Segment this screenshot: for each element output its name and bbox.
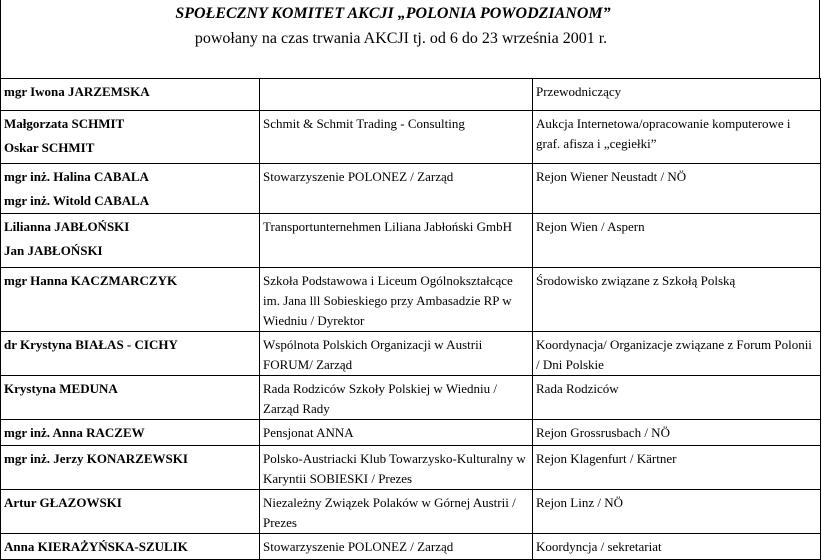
member-names-cell xyxy=(1,534,260,560)
member-names-cell xyxy=(1,164,260,214)
member-name: Artur GŁAZOWSKI xyxy=(4,495,122,510)
frame-right-border xyxy=(819,0,820,78)
table-row xyxy=(1,490,821,534)
member-name: mgr inż. Anna RACZEW xyxy=(4,425,145,440)
role-cell: Aukcja Internetowa/opracowanie komputerowe i graf. afisza i „cegiełki” xyxy=(533,111,821,164)
committee-table xyxy=(0,78,821,560)
member-names-cell xyxy=(1,376,260,420)
role-cell: Rejon Linz / NÖ xyxy=(533,490,821,534)
member-name: mgr inż. Witold CABALA xyxy=(4,193,150,208)
table-row xyxy=(1,534,821,560)
member-names-cell xyxy=(1,446,260,490)
member-name: Małgorzata SCHMIT xyxy=(4,116,125,131)
organization-cell: Polsko-Austriacki Klub Towarzysko-Kulturalny w Karyntii SOBIESKI / Prezes xyxy=(260,446,533,490)
organization-cell: Schmit & Schmit Trading - Consulting xyxy=(260,111,533,164)
document-subtitle: powołany na czas trwania AKCJI tj. od 6 do 23 września 2001 r. xyxy=(194,30,608,47)
organization-cell: Rada Rodziców Szkoły Polskiej w Wiedniu / Zarząd Rady xyxy=(260,376,533,420)
role-cell: Koordyncja / sekretariat xyxy=(533,534,821,560)
organization-cell: Szkoła Podstawowa i Liceum Ogólnokształcące im. Jana lll Sobieskiego przy Ambasadzie RP w Wiedniu / Dyrektor xyxy=(260,268,533,332)
table-row xyxy=(1,332,821,376)
organization-cell: Stowarzyszenie POLONEZ / Zarząd xyxy=(260,534,533,560)
table-row xyxy=(1,79,821,111)
member-name: Krystyna MEDUNA xyxy=(4,381,118,396)
table-row xyxy=(1,446,821,490)
role-cell: Rejon Grossrusbach / NÖ xyxy=(533,420,821,446)
member-name: Lilianna JABŁOŃSKI xyxy=(4,219,130,234)
member-names-cell xyxy=(1,214,260,268)
role-cell: Koordynacja/ Organizacje związane z Forum Polonii / Dni Polskie xyxy=(533,332,821,376)
member-names-cell xyxy=(1,490,260,534)
member-names-cell xyxy=(1,268,260,332)
document-title: SPOŁECZNY KOMITET AKCJI „POLONIA POWODZIANOM” xyxy=(175,5,611,22)
member-name: mgr inż. Jerzy KONARZEWSKI xyxy=(4,451,188,466)
role-cell: Środowisko związane z Szkołą Polską xyxy=(533,268,821,332)
organization-cell: Stowarzyszenie POLONEZ / Zarząd xyxy=(260,164,533,214)
table-row xyxy=(1,164,821,214)
table-row xyxy=(1,214,821,268)
organization-cell: Wspólnota Polskich Organizacji w Austrii FORUM/ Zarząd xyxy=(260,332,533,376)
organization-cell: Transportunternehmen Liliana Jabłoński GmbH xyxy=(260,214,533,268)
role-cell: Rejon Wiener Neustadt / NÖ xyxy=(533,164,821,214)
member-name: Anna KIERAŻYŃSKA-SZULIK xyxy=(4,539,188,554)
member-name: Jan JABŁOŃSKI xyxy=(4,243,103,258)
member-names-cell xyxy=(1,332,260,376)
organization-cell xyxy=(260,79,533,111)
organization-cell: Pensjonat ANNA xyxy=(260,420,533,446)
table-row xyxy=(1,268,821,332)
member-names-cell xyxy=(1,111,260,164)
member-names-cell xyxy=(1,79,260,111)
organization-cell: Niezależny Związek Polaków w Górnej Austrii / Prezes xyxy=(260,490,533,534)
member-name: dr Krystyna BIAŁAS - CICHY xyxy=(4,337,178,352)
member-name: mgr inż. Halina CABALA xyxy=(4,169,149,184)
table-row xyxy=(1,376,821,420)
member-names-cell xyxy=(1,420,260,446)
member-name: Oskar SCHMIT xyxy=(4,140,95,155)
role-cell: Rejon Klagenfurt / Kärtner xyxy=(533,446,821,490)
table-row xyxy=(1,111,821,164)
table-row xyxy=(1,420,821,446)
role-cell: Rejon Wien / Aspern xyxy=(533,214,821,268)
member-name: mgr Hanna KACZMARCZYK xyxy=(4,273,178,288)
role-cell: Rada Rodziców xyxy=(533,376,821,420)
role-cell: Przewodniczący xyxy=(533,79,821,111)
member-name: mgr Iwona JARZEMSKA xyxy=(4,84,150,99)
